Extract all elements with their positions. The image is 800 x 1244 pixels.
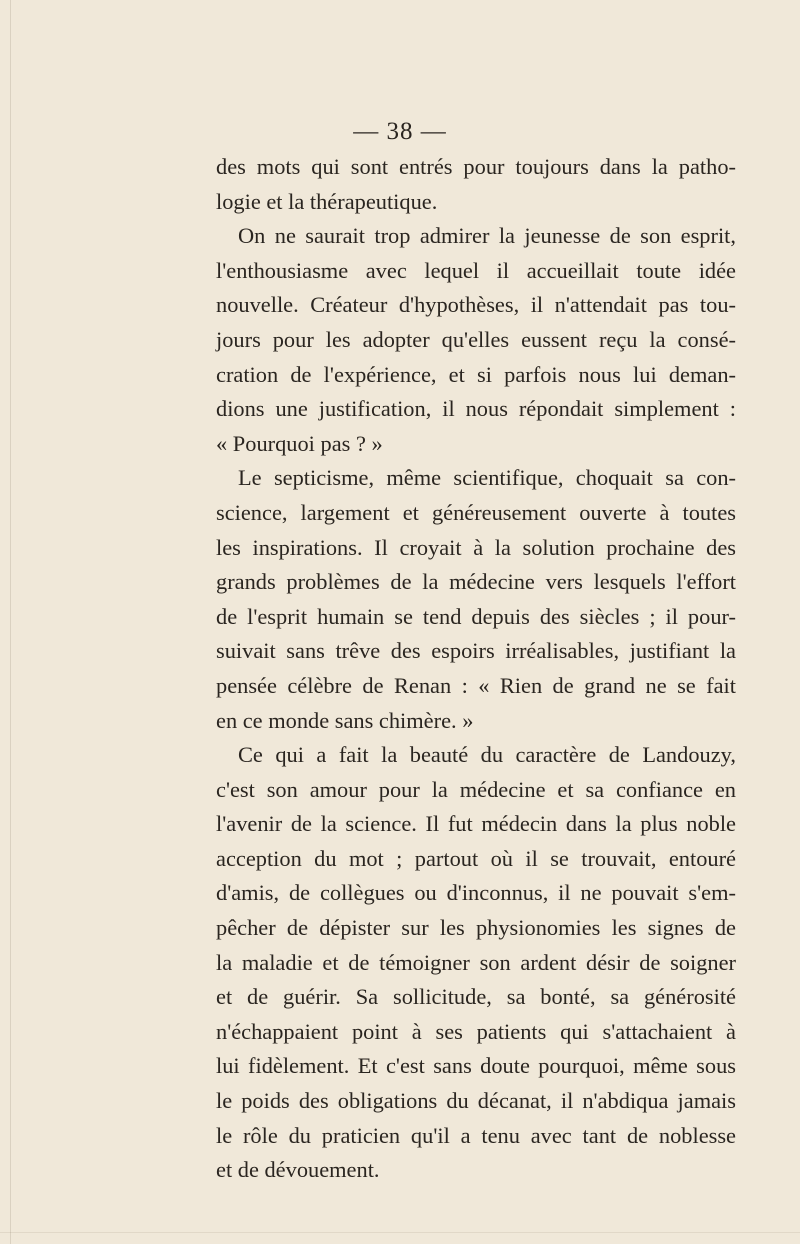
text-line: Ce qui a fait la beauté du caractère de Landouzy,: [238, 742, 736, 768]
text-line: lui fidèlement. Et c'est sans doute pourquoi, même sous: [216, 1053, 736, 1079]
text-line: suivait sans trêve des espoirs irréalisables, justifiant la: [216, 638, 736, 664]
text-line: le rôle du praticien qu'il a tenu avec tant de noblesse: [216, 1122, 736, 1148]
text-line: en ce monde sans chimère. »: [216, 707, 474, 733]
text-line: pensée célèbre de Renan : « Rien de grand ne se fait: [216, 672, 736, 698]
text-line: d'amis, de collègues ou d'inconnus, il ne pouvait s'em-: [216, 880, 736, 906]
text-line: n'échappaient point à ses patients qui s'attachaient à: [216, 1018, 736, 1044]
text-line: Le septicisme, même scientifique, choquait sa con-: [238, 465, 736, 491]
text-line: grands problèmes de la médecine vers lesquels l'effort: [216, 569, 736, 595]
text-line: acception du mot ; partout où il se trouvait, entouré: [216, 845, 736, 871]
text-line: logie et la thérapeutique.: [216, 188, 438, 214]
text-line: l'avenir de la science. Il fut médecin dans la plus noble: [216, 811, 736, 837]
text-line: c'est son amour pour la médecine et sa confiance en: [216, 776, 736, 802]
body-text: [216, 150, 736, 1188]
text-line: On ne saurait trop admirer la jeunesse de son esprit,: [238, 223, 736, 249]
text-line: et de guérir. Sa sollicitude, sa bonté, sa générosité: [216, 984, 736, 1010]
page-fold-edge: [10, 0, 11, 1244]
text-line: de l'esprit humain se tend depuis des siècles ; il pour-: [216, 603, 736, 629]
page-number: — 38 —: [353, 118, 447, 145]
text-line: jours pour les adopter qu'elles eussent reçu la consé-: [216, 326, 736, 352]
text-line: des mots qui sont entrés pour toujours dans la patho-: [216, 154, 736, 179]
text-line: cration de l'expérience, et si parfois nous lui deman-: [216, 361, 736, 387]
page-bottom-edge: [0, 1232, 800, 1233]
text-line: le poids des obligations du décanat, il n'abdiqua jamais: [216, 1088, 736, 1114]
text-line: l'enthousiasme avec lequel il accueillait toute idée: [216, 257, 736, 283]
text-line: science, largement et généreusement ouverte à toutes: [216, 499, 736, 525]
text-line: la maladie et de témoigner son ardent désir de soigner: [216, 949, 736, 975]
text-line: et de dévouement.: [216, 1157, 380, 1183]
text-line: les inspirations. Il croyait à la solution prochaine des: [216, 534, 736, 560]
text-line: pêcher de dépister sur les physionomies les signes de: [216, 915, 736, 941]
text-line: dions une justification, il nous répondait simplement :: [216, 396, 736, 422]
text-line: « Pourquoi pas ? »: [216, 430, 383, 456]
text-line: nouvelle. Créateur d'hypothèses, il n'attendait pas tou-: [216, 292, 736, 318]
